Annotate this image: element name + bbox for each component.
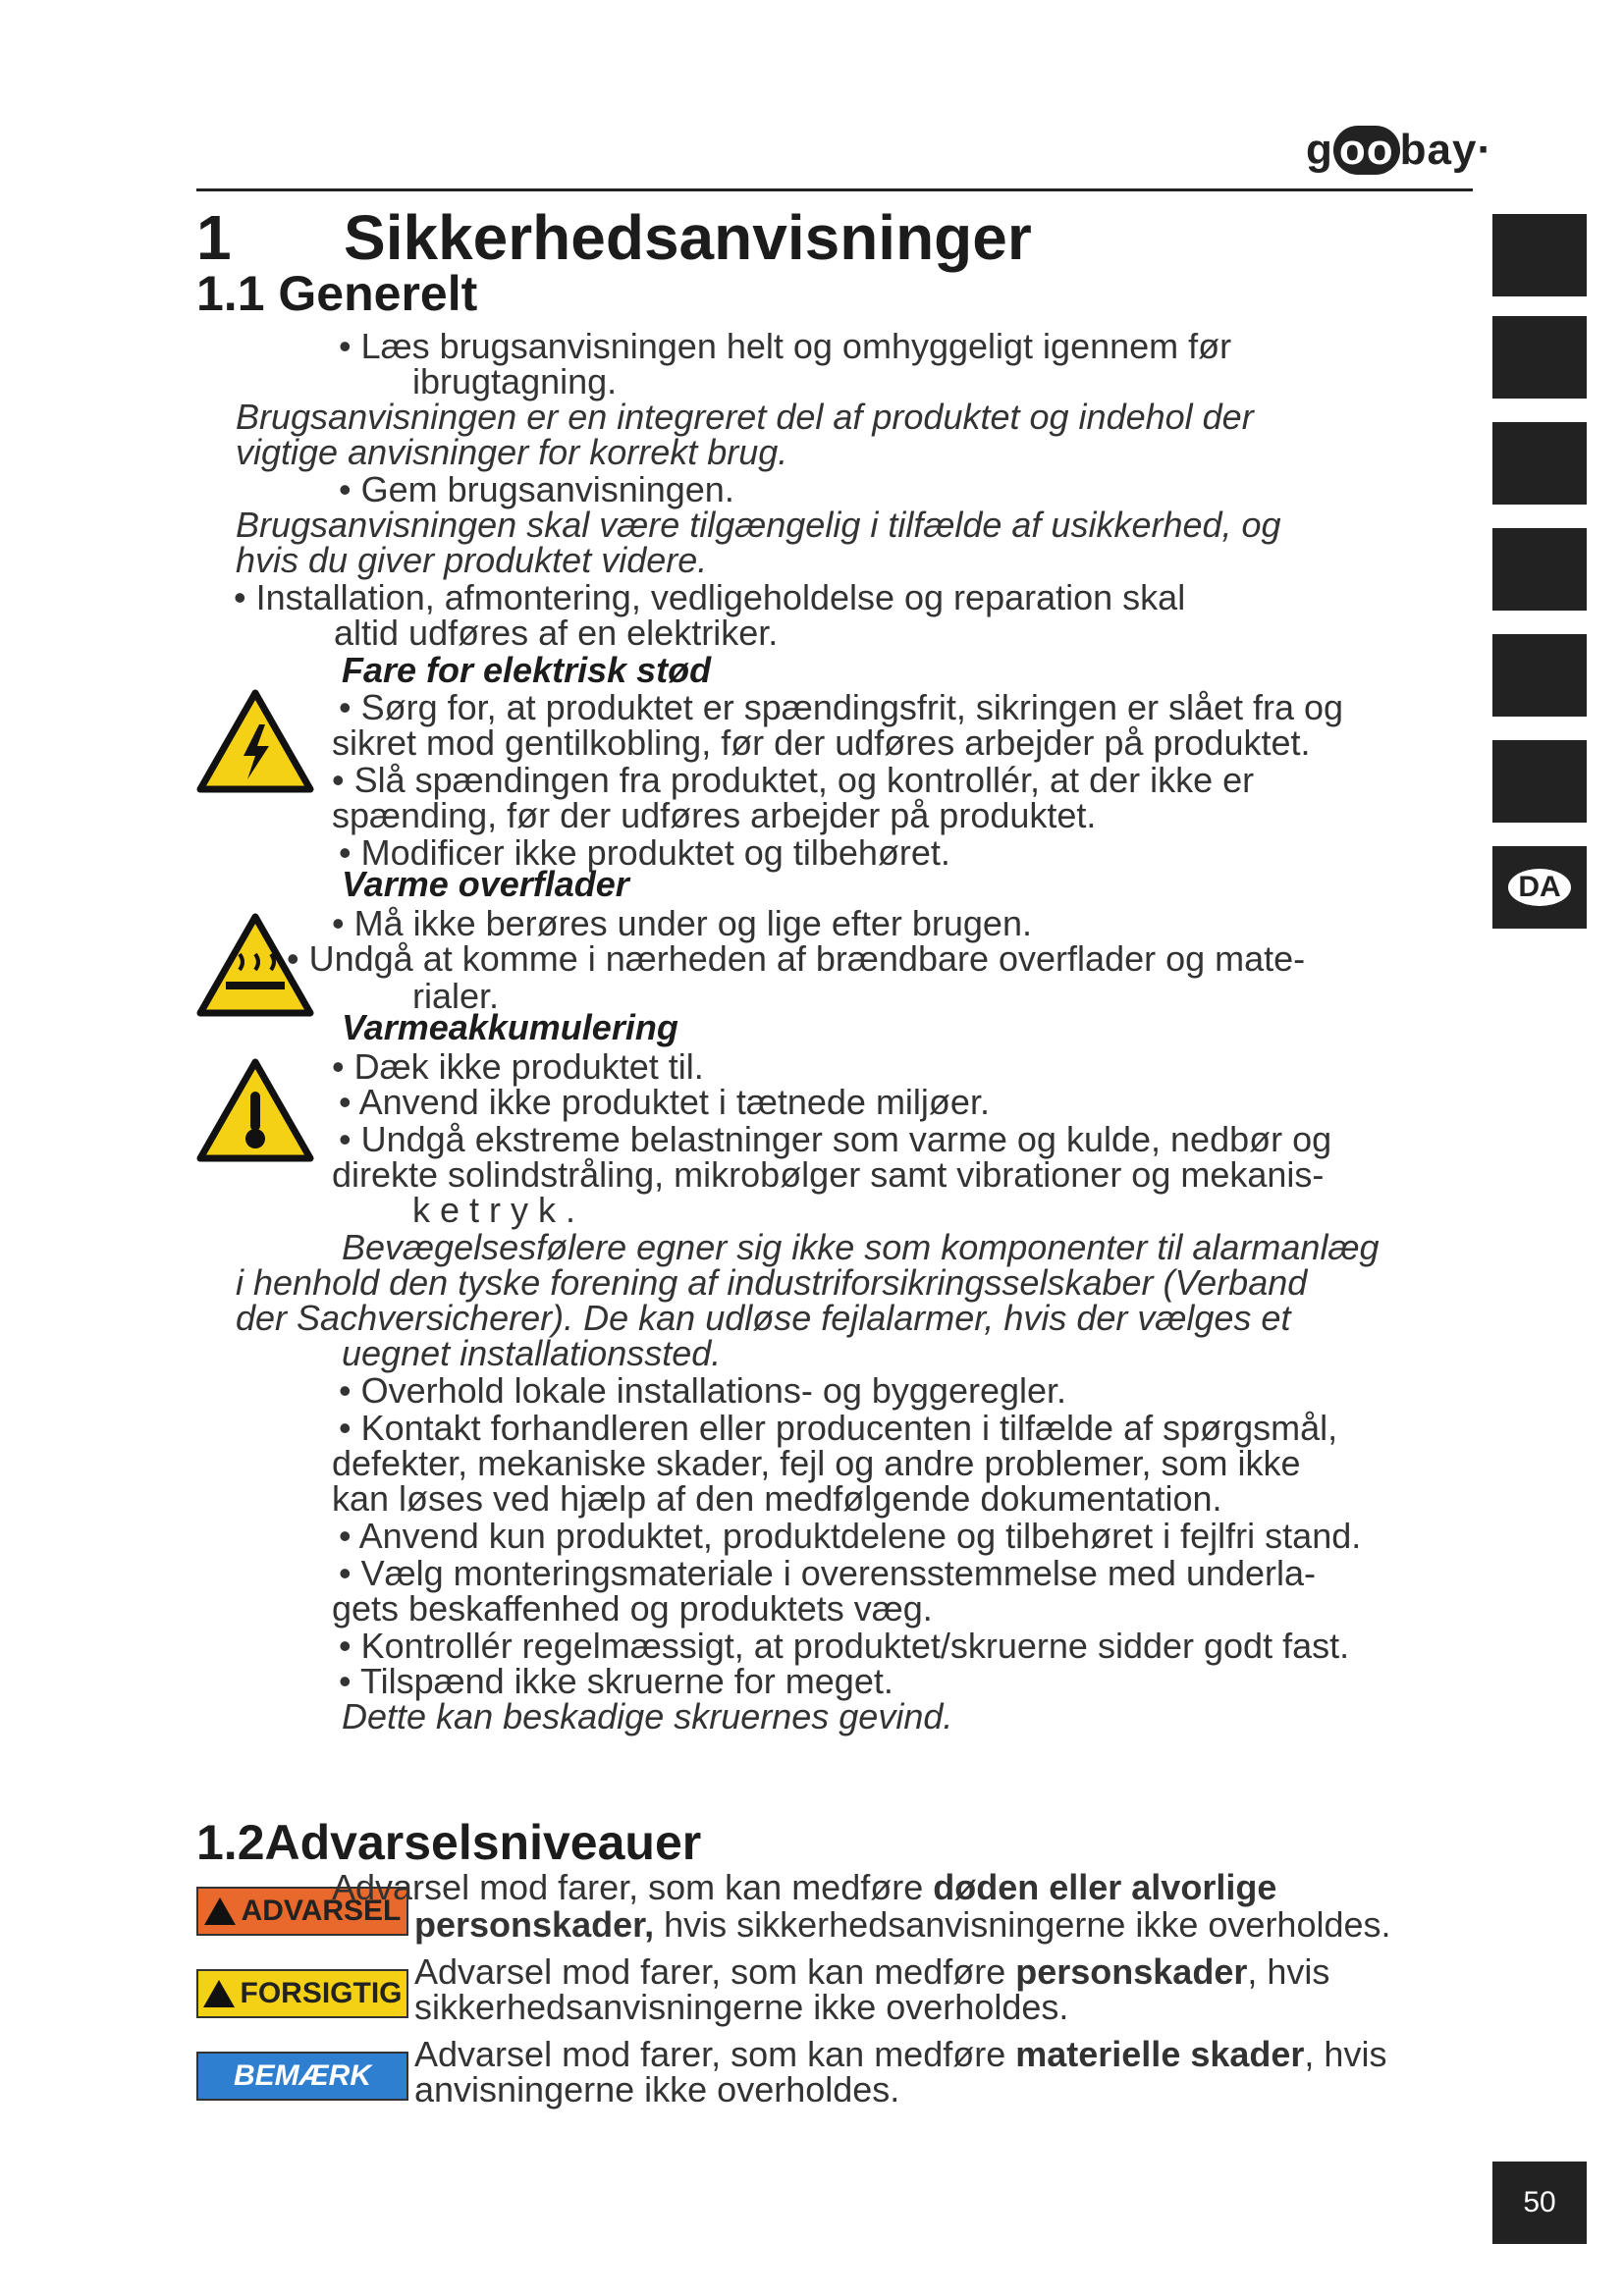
heat-line-6: Bevægelsesfølere egner sig ikke som komponenter til alarmanlæg: [342, 1227, 1380, 1267]
forsigtig-line-2: sikkerhedsanvisningerne ikke overholdes.: [414, 1987, 1069, 2027]
heat-line-9: uegnet installationssted.: [342, 1333, 722, 1373]
general-line-9: altid udføres af en elektriker.: [334, 613, 779, 653]
goobay-logo: [1306, 126, 1492, 175]
general-line-6: Brugsanvisningen skal være tilgængelig i tilfælde af usikkerhed, og: [236, 505, 1281, 545]
shock-line-4: spænding, før der udføres arbejder på produktet.: [332, 795, 1097, 835]
advarsel-line-1: Advarsel mod farer, som kan medføre døden eller alvorlige: [332, 1867, 1277, 1907]
heat-line-16: gets beskaffenhed og produktets væg.: [332, 1588, 933, 1629]
bemaerk-badge: BEMÆRK: [196, 2052, 408, 2101]
language-tab-6[interactable]: [1492, 740, 1587, 823]
heat-line-4: direkte solindstråling, mikrobølger samt vibrationer og mekanis-: [332, 1154, 1325, 1195]
hot-line-1: • Må ikke berøres under og lige efter brugen.: [332, 903, 1032, 943]
shock-line-1: • Sørg for, at produktet er spændingsfrit, sikringen er slået fra og: [339, 687, 1344, 727]
advarsel-badge: ADVARSEL: [196, 1887, 408, 1936]
heat-line-17: • Kontrollér regelmæssigt, at produktet/skruerne sidder godt fast.: [339, 1626, 1350, 1666]
language-label: DA: [1508, 869, 1570, 906]
general-line-2: ibrugtagning.: [412, 361, 618, 401]
heat-line-5: k e t r y k .: [412, 1190, 576, 1230]
shock-line-5: • Modificer ikke produktet og tilbehøret.: [339, 832, 950, 873]
language-tab-4[interactable]: [1492, 528, 1587, 611]
heat-line-14: • Anvend kun produktet, produktdelene og tilbehøret i fejlfri stand.: [339, 1516, 1362, 1556]
forsigtig-badge: FORSIGTIG: [196, 1969, 408, 2018]
heat-line-2: • Anvend ikke produktet i tætnede miljøer.: [339, 1082, 990, 1122]
page-number: 50: [1492, 2162, 1587, 2244]
general-line-1: • Læs brugsanvisningen helt og omhyggeligt igennem før: [339, 326, 1232, 366]
warning-triangle-icon: [204, 1897, 236, 1925]
heat-line-10: • Overhold lokale installations- og byggeregler.: [339, 1370, 1067, 1411]
section-title-levels: 1.2Advarselsniveauer: [196, 1815, 702, 1870]
chapter-number: 1: [196, 202, 232, 273]
chapter-title-text: Sikkerhedsanvisninger: [344, 202, 1032, 273]
language-tab-2[interactable]: [1492, 316, 1587, 399]
heat-title: Varmeakkumulering: [342, 1007, 678, 1047]
general-line-8: • Installation, afmontering, vedligeholdelse og reparation skal: [234, 577, 1186, 617]
heat-line-3: • Undgå ekstreme belastninger som varme og kulde, nedbør og: [339, 1119, 1332, 1159]
hot-line-3: rialer.: [412, 976, 500, 1016]
language-tab-3[interactable]: [1492, 422, 1587, 505]
heat-line-8: der Sachversicherer). De kan udløse fejlalarmer, hvis der vælges et: [236, 1298, 1291, 1338]
logo-text-pre: g: [1306, 126, 1333, 174]
language-tab-1[interactable]: [1492, 214, 1587, 296]
heat-line-13: kan løses ved hjælp af den medfølgende dokumentation.: [332, 1478, 1222, 1519]
advarsel-line-2: personskader, hvis sikkerhedsanvisningerne ikke overholdes.: [414, 1904, 1391, 1945]
bemaerk-line-2: anvisningerne ikke overholdes.: [414, 2069, 900, 2109]
general-line-5: • Gem brugsanvisningen.: [339, 469, 734, 509]
language-tab-5[interactable]: [1492, 634, 1587, 717]
logo-text-oo: oo: [1333, 126, 1400, 175]
hot-title: Varme overflader: [342, 864, 629, 904]
shock-line-3: • Slå spændingen fra produktet, og kontrollér, at der ikke er: [332, 760, 1255, 800]
general-line-7: hvis du giver produktet videre.: [236, 540, 708, 580]
heat-line-19: Dette kan beskadige skruernes gevind.: [342, 1696, 953, 1736]
heat-line-18: • Tilspænd ikke skruerne for meget.: [339, 1661, 893, 1701]
heat-line-15: • Vælg monteringsmateriale i overensstemmelse med underla-: [339, 1553, 1317, 1593]
header-rule: [196, 188, 1473, 191]
hot-line-2: • Undgå at komme i nærheden af brændbare overflader og mate-: [287, 938, 1306, 979]
forsigtig-line-1: Advarsel mod farer, som kan medføre personskader, hvis: [414, 1951, 1330, 1992]
electric-shock-warning-icon: [196, 689, 314, 793]
heat-line-11: • Kontakt forhandleren eller producenten i tilfælde af spørgsmål,: [339, 1408, 1338, 1448]
heat-line-12: defekter, mekaniske skader, fejl og andre problemer, som ikke: [332, 1443, 1301, 1483]
general-line-4: vigtige anvisninger for korrekt brug.: [236, 432, 788, 472]
general-line-3: Brugsanvisningen er en integreret del af produktet og indehol der: [236, 397, 1254, 437]
shock-line-2: sikret mod gentilkobling, før der udføres arbejder på produktet.: [332, 722, 1311, 763]
shock-title: Fare for elektrisk stød: [342, 650, 712, 690]
heat-accumulation-warning-icon: [196, 1058, 314, 1162]
language-tab-da[interactable]: [1492, 846, 1587, 929]
heat-line-1: • Dæk ikke produktet til.: [332, 1046, 704, 1087]
warning-triangle-icon: [203, 1980, 235, 2007]
section-title-general: 1.1 Generelt: [196, 266, 478, 321]
chapter-title: [196, 201, 1032, 274]
heat-line-7: i henhold den tyske forening af industriforsikringsselskaber (Verband: [236, 1262, 1308, 1303]
bemaerk-line-1: Advarsel mod farer, som kan medføre materielle skader, hvis: [414, 2034, 1387, 2074]
logo-text-post: bay·: [1399, 126, 1493, 174]
